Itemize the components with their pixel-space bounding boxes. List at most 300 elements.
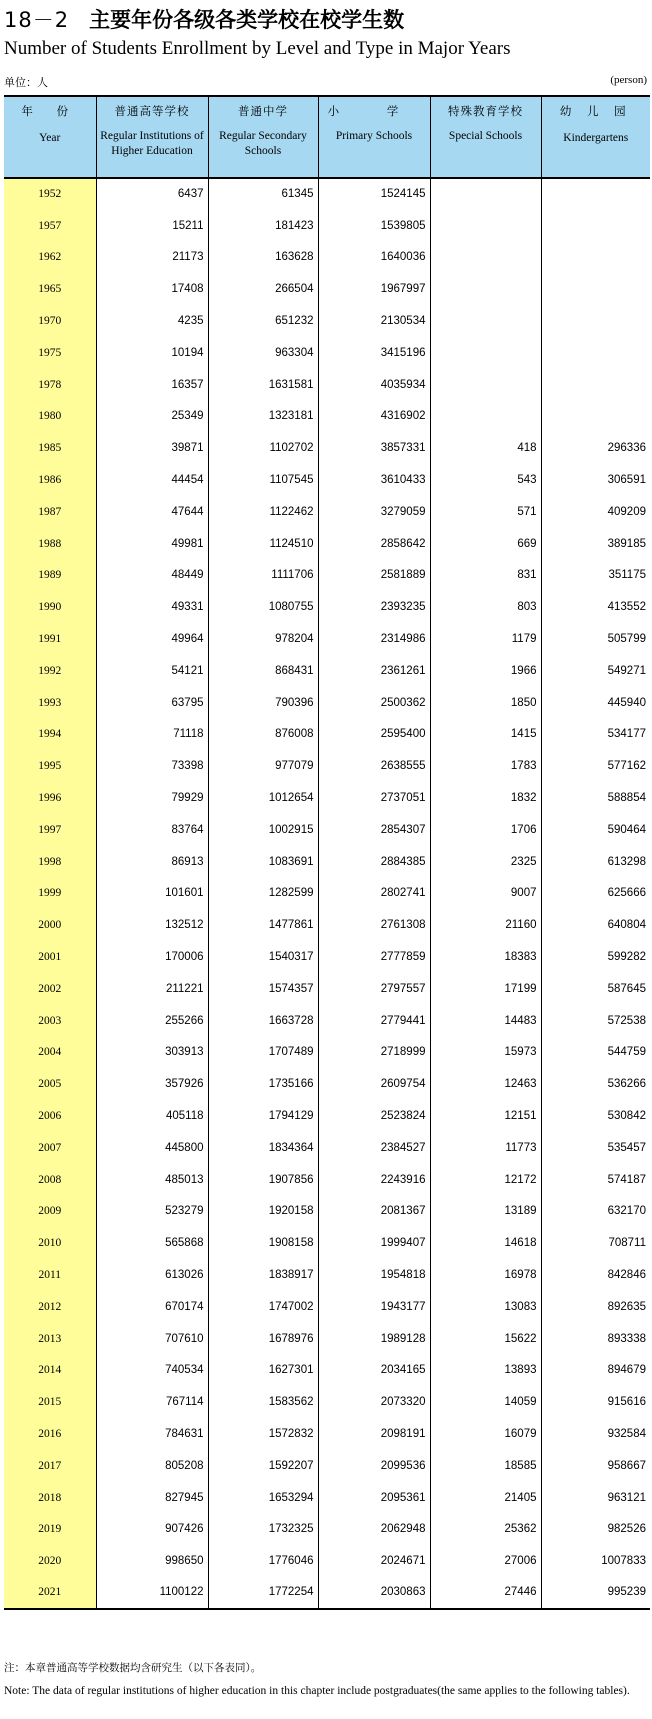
header-primary-cn: 小 学 — [327, 104, 421, 118]
primary-cell: 2314986 — [318, 623, 430, 655]
special-cell: 27006 — [430, 1545, 541, 1577]
year-cell: 1957 — [4, 210, 96, 242]
secondary-cell: 1707489 — [208, 1037, 318, 1069]
kindergarten-cell: 296336 — [541, 432, 650, 464]
kindergarten-cell — [541, 369, 650, 401]
kindergarten-cell: 534177 — [541, 719, 650, 751]
table-row — [4, 941, 650, 973]
header-higher-en: Regular Institutions of Higher Education — [100, 130, 204, 157]
kindergarten-cell: 413552 — [541, 591, 650, 623]
higher-education-cell: 39871 — [96, 432, 208, 464]
year-cell: 1952 — [4, 178, 96, 210]
primary-cell: 2858642 — [318, 528, 430, 560]
higher-education-cell: 101601 — [96, 878, 208, 910]
table-row — [4, 846, 650, 878]
year-cell: 1989 — [4, 560, 96, 592]
header-special-cn: 特殊教育学校 — [448, 104, 523, 118]
unit-label-en: (person) — [610, 74, 647, 86]
table-row — [4, 369, 650, 401]
table-row — [4, 909, 650, 941]
footnote-en: Note: The data of regular institutions of higher education in this chapter include postgraduates(the same applies to the following tables). — [4, 1685, 630, 1697]
year-cell: 1992 — [4, 655, 96, 687]
kindergarten-cell — [541, 242, 650, 274]
year-cell: 2021 — [4, 1577, 96, 1609]
year-cell: 2004 — [4, 1037, 96, 1069]
table-row — [4, 305, 650, 337]
kindergarten-cell: 574187 — [541, 1164, 650, 1196]
primary-cell: 2361261 — [318, 655, 430, 687]
primary-cell: 2099536 — [318, 1450, 430, 1482]
primary-cell: 2130534 — [318, 305, 430, 337]
special-cell: 1179 — [430, 623, 541, 655]
year-cell: 2018 — [4, 1482, 96, 1514]
higher-education-cell: 21173 — [96, 242, 208, 274]
primary-cell: 2718999 — [318, 1037, 430, 1069]
year-cell: 2008 — [4, 1164, 96, 1196]
kindergarten-cell: 932584 — [541, 1418, 650, 1450]
table-row — [4, 273, 650, 305]
table-row — [4, 178, 650, 210]
kindergarten-cell: 599282 — [541, 941, 650, 973]
secondary-cell: 1282599 — [208, 878, 318, 910]
year-cell: 2010 — [4, 1227, 96, 1259]
secondary-cell: 1124510 — [208, 528, 318, 560]
year-cell: 2011 — [4, 1259, 96, 1291]
kindergarten-cell: 625666 — [541, 878, 650, 910]
enrollment-table — [4, 95, 650, 1610]
primary-cell: 2024671 — [318, 1545, 430, 1577]
table-row — [4, 623, 650, 655]
table-row — [4, 1354, 650, 1386]
higher-education-cell: 79929 — [96, 782, 208, 814]
primary-cell: 1524145 — [318, 178, 430, 210]
secondary-cell: 790396 — [208, 687, 318, 719]
kindergarten-cell: 982526 — [541, 1513, 650, 1545]
year-cell: 1994 — [4, 719, 96, 751]
table-row — [4, 719, 650, 751]
year-cell: 2006 — [4, 1100, 96, 1132]
primary-cell: 2073320 — [318, 1386, 430, 1418]
header-year-cn: 年 份 — [21, 104, 79, 118]
higher-education-cell: 44454 — [96, 464, 208, 496]
primary-cell: 2034165 — [318, 1354, 430, 1386]
table-row — [4, 1577, 650, 1609]
higher-education-cell: 303913 — [96, 1037, 208, 1069]
table-row — [4, 814, 650, 846]
higher-education-cell: 49964 — [96, 623, 208, 655]
table-row — [4, 591, 650, 623]
higher-education-cell: 670174 — [96, 1291, 208, 1323]
header-kinder-cn: 幼 儿 园 — [559, 104, 632, 118]
special-cell: 13083 — [430, 1291, 541, 1323]
secondary-cell: 1477861 — [208, 909, 318, 941]
kindergarten-cell — [541, 305, 650, 337]
primary-cell: 1539805 — [318, 210, 430, 242]
higher-education-cell: 1100122 — [96, 1577, 208, 1609]
higher-education-cell: 15211 — [96, 210, 208, 242]
primary-cell: 3610433 — [318, 464, 430, 496]
higher-education-cell: 49331 — [96, 591, 208, 623]
special-cell: 1706 — [430, 814, 541, 846]
secondary-cell: 1107545 — [208, 464, 318, 496]
special-cell: 18383 — [430, 941, 541, 973]
table-row — [4, 1450, 650, 1482]
special-cell: 831 — [430, 560, 541, 592]
table-row — [4, 1164, 650, 1196]
year-cell: 1996 — [4, 782, 96, 814]
year-cell: 1991 — [4, 623, 96, 655]
kindergarten-cell: 351175 — [541, 560, 650, 592]
primary-cell: 2098191 — [318, 1418, 430, 1450]
special-cell: 16079 — [430, 1418, 541, 1450]
secondary-cell: 977079 — [208, 750, 318, 782]
secondary-cell: 1592207 — [208, 1450, 318, 1482]
table-row — [4, 464, 650, 496]
header-special-en: Special Schools — [448, 130, 523, 142]
primary-cell: 1943177 — [318, 1291, 430, 1323]
special-cell — [430, 210, 541, 242]
secondary-cell: 1834364 — [208, 1132, 318, 1164]
year-cell: 2007 — [4, 1132, 96, 1164]
table-row — [4, 1100, 650, 1132]
year-cell: 1978 — [4, 369, 96, 401]
secondary-cell: 1572832 — [208, 1418, 318, 1450]
table-row — [4, 432, 650, 464]
higher-education-cell: 998650 — [96, 1545, 208, 1577]
year-cell: 1987 — [4, 496, 96, 528]
special-cell: 21405 — [430, 1482, 541, 1514]
table-row — [4, 1005, 650, 1037]
secondary-cell: 876008 — [208, 719, 318, 751]
primary-cell: 1640036 — [318, 242, 430, 274]
table-row — [4, 687, 650, 719]
table-row — [4, 1323, 650, 1355]
title-cn-text: 主要年份各级各类学校在校学生数 — [89, 8, 405, 32]
higher-education-cell: 907426 — [96, 1513, 208, 1545]
secondary-cell: 1102702 — [208, 432, 318, 464]
special-cell: 27446 — [430, 1577, 541, 1609]
kindergarten-cell: 590464 — [541, 814, 650, 846]
secondary-cell: 266504 — [208, 273, 318, 305]
year-cell: 2001 — [4, 941, 96, 973]
primary-cell: 4035934 — [318, 369, 430, 401]
year-cell: 2017 — [4, 1450, 96, 1482]
secondary-cell: 1323181 — [208, 401, 318, 433]
higher-education-cell: 170006 — [96, 941, 208, 973]
special-cell: 13189 — [430, 1196, 541, 1228]
higher-education-cell: 25349 — [96, 401, 208, 433]
higher-education-cell: 63795 — [96, 687, 208, 719]
special-cell: 803 — [430, 591, 541, 623]
secondary-cell: 1735166 — [208, 1068, 318, 1100]
secondary-cell: 1002915 — [208, 814, 318, 846]
special-cell: 25362 — [430, 1513, 541, 1545]
higher-education-cell: 445800 — [96, 1132, 208, 1164]
kindergarten-cell: 632170 — [541, 1196, 650, 1228]
kindergarten-cell: 915616 — [541, 1386, 650, 1418]
table-row — [4, 878, 650, 910]
kindergarten-cell: 588854 — [541, 782, 650, 814]
higher-education-cell: 71118 — [96, 719, 208, 751]
higher-education-cell: 255266 — [96, 1005, 208, 1037]
secondary-cell: 181423 — [208, 210, 318, 242]
higher-education-cell: 4235 — [96, 305, 208, 337]
special-cell: 1783 — [430, 750, 541, 782]
secondary-cell: 1663728 — [208, 1005, 318, 1037]
primary-cell: 2797557 — [318, 973, 430, 1005]
primary-cell: 3279059 — [318, 496, 430, 528]
year-cell: 1970 — [4, 305, 96, 337]
primary-cell: 3857331 — [318, 432, 430, 464]
secondary-cell: 1083691 — [208, 846, 318, 878]
primary-cell: 2095361 — [318, 1482, 430, 1514]
year-cell: 1986 — [4, 464, 96, 496]
secondary-cell: 1012654 — [208, 782, 318, 814]
kindergarten-cell: 958667 — [541, 1450, 650, 1482]
table-row — [4, 655, 650, 687]
special-cell — [430, 273, 541, 305]
primary-cell: 2779441 — [318, 1005, 430, 1037]
header-secondary-en: Regular Secondary Schools — [219, 130, 307, 157]
primary-cell: 3415196 — [318, 337, 430, 369]
kindergarten-cell: 892635 — [541, 1291, 650, 1323]
header-year-en: Year — [39, 132, 61, 144]
higher-education-cell: 784631 — [96, 1418, 208, 1450]
year-cell: 1985 — [4, 432, 96, 464]
year-cell: 1965 — [4, 273, 96, 305]
special-cell: 12151 — [430, 1100, 541, 1132]
kindergarten-cell: 409209 — [541, 496, 650, 528]
year-cell: 2000 — [4, 909, 96, 941]
higher-education-cell: 740534 — [96, 1354, 208, 1386]
kindergarten-cell: 549271 — [541, 655, 650, 687]
special-cell: 13893 — [430, 1354, 541, 1386]
special-cell: 18585 — [430, 1450, 541, 1482]
table-row — [4, 1545, 650, 1577]
year-cell: 1980 — [4, 401, 96, 433]
kindergarten-cell: 963121 — [541, 1482, 650, 1514]
table-row — [4, 560, 650, 592]
higher-education-cell: 83764 — [96, 814, 208, 846]
higher-education-cell: 17408 — [96, 273, 208, 305]
year-cell: 2005 — [4, 1068, 96, 1100]
primary-cell: 2609754 — [318, 1068, 430, 1100]
header-secondary-cn: 普通中学 — [238, 104, 288, 118]
secondary-cell: 963304 — [208, 337, 318, 369]
footnote-cn: 注：本章普通高等学校数据均含研究生（以下各表同）。 — [4, 1662, 262, 1674]
secondary-cell: 651232 — [208, 305, 318, 337]
primary-cell: 2581889 — [318, 560, 430, 592]
higher-education-cell: 523279 — [96, 1196, 208, 1228]
secondary-cell: 1080755 — [208, 591, 318, 623]
special-cell: 418 — [430, 432, 541, 464]
kindergarten-cell: 1007833 — [541, 1545, 650, 1577]
table-row — [4, 782, 650, 814]
kindergarten-cell — [541, 401, 650, 433]
higher-education-cell: 767114 — [96, 1386, 208, 1418]
year-cell: 2012 — [4, 1291, 96, 1323]
kindergarten-cell: 389185 — [541, 528, 650, 560]
higher-education-cell: 73398 — [96, 750, 208, 782]
primary-cell: 2243916 — [318, 1164, 430, 1196]
header-secondary-schools — [208, 96, 318, 178]
secondary-cell: 1631581 — [208, 369, 318, 401]
secondary-cell: 163628 — [208, 242, 318, 274]
table-row — [4, 1196, 650, 1228]
table-row — [4, 1037, 650, 1069]
year-cell: 1990 — [4, 591, 96, 623]
kindergarten-cell — [541, 178, 650, 210]
table-row — [4, 750, 650, 782]
header-primary-en: Primary Schools — [335, 130, 413, 142]
year-cell: 1962 — [4, 242, 96, 274]
year-cell: 2015 — [4, 1386, 96, 1418]
kindergarten-cell: 613298 — [541, 846, 650, 878]
secondary-cell: 1122462 — [208, 496, 318, 528]
higher-education-cell: 49981 — [96, 528, 208, 560]
special-cell: 1966 — [430, 655, 541, 687]
table-row — [4, 973, 650, 1005]
table-row — [4, 210, 650, 242]
special-cell: 2325 — [430, 846, 541, 878]
kindergarten-cell: 536266 — [541, 1068, 650, 1100]
higher-education-cell: 48449 — [96, 560, 208, 592]
secondary-cell: 1583562 — [208, 1386, 318, 1418]
header-kinder-en: Kindergartens — [563, 132, 629, 144]
special-cell: 1850 — [430, 687, 541, 719]
primary-cell: 2393235 — [318, 591, 430, 623]
kindergarten-cell: 306591 — [541, 464, 650, 496]
secondary-cell: 1653294 — [208, 1482, 318, 1514]
special-cell — [430, 401, 541, 433]
higher-education-cell: 613026 — [96, 1259, 208, 1291]
kindergarten-cell: 894679 — [541, 1354, 650, 1386]
special-cell — [430, 305, 541, 337]
year-cell: 2003 — [4, 1005, 96, 1037]
year-cell: 1988 — [4, 528, 96, 560]
secondary-cell: 1838917 — [208, 1259, 318, 1291]
table-row — [4, 1513, 650, 1545]
special-cell: 21160 — [430, 909, 541, 941]
secondary-cell: 1772254 — [208, 1577, 318, 1609]
year-cell: 1998 — [4, 846, 96, 878]
kindergarten-cell: 572538 — [541, 1005, 650, 1037]
table-row — [4, 1386, 650, 1418]
secondary-cell: 1732325 — [208, 1513, 318, 1545]
unit-label-cn: 单位：人 — [4, 76, 48, 89]
higher-education-cell: 805208 — [96, 1450, 208, 1482]
special-cell: 14483 — [430, 1005, 541, 1037]
primary-cell: 2884385 — [318, 846, 430, 878]
table-number: 18－2 — [4, 8, 70, 32]
higher-education-cell: 47644 — [96, 496, 208, 528]
secondary-cell: 1908158 — [208, 1227, 318, 1259]
primary-cell: 1954818 — [318, 1259, 430, 1291]
year-cell: 1997 — [4, 814, 96, 846]
primary-cell: 2761308 — [318, 909, 430, 941]
special-cell: 14618 — [430, 1227, 541, 1259]
higher-education-cell: 485013 — [96, 1164, 208, 1196]
special-cell: 9007 — [430, 878, 541, 910]
primary-cell: 1989128 — [318, 1323, 430, 1355]
special-cell: 14059 — [430, 1386, 541, 1418]
special-cell: 1415 — [430, 719, 541, 751]
kindergarten-cell: 995239 — [541, 1577, 650, 1609]
higher-education-cell: 405118 — [96, 1100, 208, 1132]
kindergarten-cell: 505799 — [541, 623, 650, 655]
primary-cell: 2737051 — [318, 782, 430, 814]
special-cell — [430, 337, 541, 369]
year-cell: 2016 — [4, 1418, 96, 1450]
primary-cell: 2777859 — [318, 941, 430, 973]
table-row — [4, 337, 650, 369]
primary-cell: 2638555 — [318, 750, 430, 782]
kindergarten-cell: 445940 — [541, 687, 650, 719]
kindergarten-cell — [541, 337, 650, 369]
special-cell: 1832 — [430, 782, 541, 814]
page-title-cn — [4, 4, 404, 34]
higher-education-cell: 54121 — [96, 655, 208, 687]
year-cell: 1995 — [4, 750, 96, 782]
primary-cell: 2062948 — [318, 1513, 430, 1545]
primary-cell: 1967997 — [318, 273, 430, 305]
special-cell: 11773 — [430, 1132, 541, 1164]
table-row — [4, 1259, 650, 1291]
table-row — [4, 1482, 650, 1514]
table-row — [4, 242, 650, 274]
year-cell: 2009 — [4, 1196, 96, 1228]
table-row — [4, 528, 650, 560]
secondary-cell: 978204 — [208, 623, 318, 655]
secondary-cell: 1111706 — [208, 560, 318, 592]
secondary-cell: 1574357 — [208, 973, 318, 1005]
secondary-cell: 868431 — [208, 655, 318, 687]
primary-cell: 1999407 — [318, 1227, 430, 1259]
special-cell: 12172 — [430, 1164, 541, 1196]
secondary-cell: 61345 — [208, 178, 318, 210]
header-special-schools — [430, 96, 541, 178]
special-cell: 17199 — [430, 973, 541, 1005]
secondary-cell: 1678976 — [208, 1323, 318, 1355]
primary-cell: 2030863 — [318, 1577, 430, 1609]
special-cell — [430, 178, 541, 210]
table-row — [4, 1068, 650, 1100]
kindergarten-cell — [541, 273, 650, 305]
primary-cell: 2384527 — [318, 1132, 430, 1164]
primary-cell: 2854307 — [318, 814, 430, 846]
year-cell: 2002 — [4, 973, 96, 1005]
higher-education-cell: 211221 — [96, 973, 208, 1005]
higher-education-cell: 86913 — [96, 846, 208, 878]
higher-education-cell: 565868 — [96, 1227, 208, 1259]
header-kindergartens — [541, 96, 650, 178]
table-row — [4, 1132, 650, 1164]
primary-cell: 2523824 — [318, 1100, 430, 1132]
higher-education-cell: 132512 — [96, 909, 208, 941]
table-row — [4, 1227, 650, 1259]
year-cell: 2019 — [4, 1513, 96, 1545]
year-cell: 2014 — [4, 1354, 96, 1386]
secondary-cell: 1627301 — [208, 1354, 318, 1386]
kindergarten-cell: 544759 — [541, 1037, 650, 1069]
header-higher-cn: 普通高等学校 — [114, 104, 190, 118]
special-cell: 15973 — [430, 1037, 541, 1069]
year-cell: 2013 — [4, 1323, 96, 1355]
special-cell — [430, 242, 541, 274]
kindergarten-cell: 587645 — [541, 973, 650, 1005]
header-year — [4, 96, 96, 178]
primary-cell: 2081367 — [318, 1196, 430, 1228]
